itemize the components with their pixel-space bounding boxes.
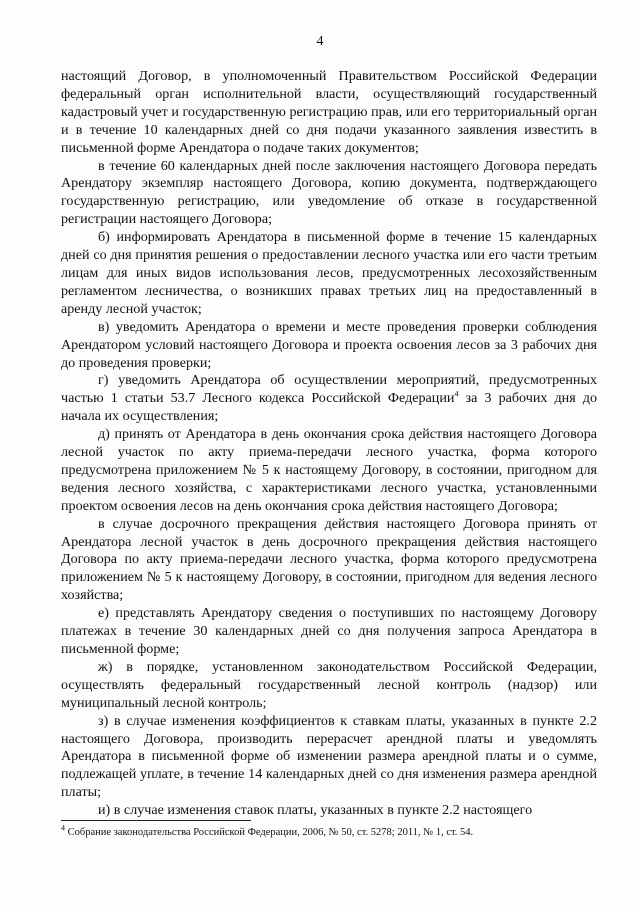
paragraph-z: з) в случае изменения коэффициентов к ставкам платы, указанных в пункте 2.2 настоящего Договора, производить перерасчет арендной платы и уведомлять Арендатора в письменной форме об изменении размера арендной платы и о сумме, подлежащей уплате, в течение 14 календарных дней со дня изменения размера арендной платы; (61, 712, 597, 801)
paragraph-g (61, 372, 597, 426)
page-number: 4 (316, 34, 324, 49)
paragraph-e: е) представлять Арендатору сведения о поступивших по настоящему Договору платежах в течение 30 календарных дней со дня получения запроса Арендатора в письменной форме; (61, 605, 597, 657)
footnote-reference: 4 (454, 389, 459, 399)
document-body (61, 68, 597, 820)
paragraph-i: и) в случае изменения ставок платы, указанных в пункте 2.2 настоящего (98, 802, 533, 819)
footnote-separator (61, 820, 251, 821)
paragraph-v: в) уведомить Арендатора о времени и месте проведения проверки соблюдения Арендатором условий настоящего Договора и проекта освоения лесов за 3 рабочих дня до проведения проверки; (61, 318, 597, 371)
footnote-text: Собрание законодательства Российской Федерации, 2006, № 50, ст. 5278; 2011, № 1, ст. 54. (67, 827, 474, 838)
paragraph-registration-copy: в течение 60 календарных дней после заключения настоящего Договора передать Арендатору экземпляр настоящего Договора, копию документа, подтверждающего государственную регистрацию, или уведомление об отказе в государственной регистрации настоящего Договора; (61, 157, 597, 228)
paragraph-zh: ж) в порядке, установленном законодательством Российской Федерации, осуществлять федеральный государственный лесной контроль (надзор) или муниципальный лесной контроль; (61, 658, 597, 711)
paragraph-early-termination: в случае досрочного прекращения действия настоящего Договора принять от Арендатора лесной участок в день досрочного прекращения действия настоящего Договора по акту приема-передачи лесного участка, форма которого предусмотрена приложением № 5 к настоящему Договору, в состоянии, пригодном для ведения лесного хозяйства; (61, 515, 597, 604)
footnote (61, 823, 597, 839)
paragraph-g-text: г) уведомить Арендатора об осуществлении мероприятий, предусмотренных частью 1 статьи 53.7 Лесного кодекса Российской Федерации (61, 372, 597, 407)
paragraph-b: б) информировать Арендатора в письменной форме в течение 15 календарных дней со дня принятия решения о предоставлении лесного участка или его части третьим лицам для иных видов использования лесов, предусмотренных лесохозяйственным регламентом лесничества, о возникших правах третьих лиц на предоставленный в аренду лесной участок; (61, 229, 597, 317)
paragraph-continuation: настоящий Договор, в уполномоченный Правительством Российской Федерации федеральный орган исполнительной власти, осуществляющий государственный кадастровый учет и государственную регистрацию прав, или его территориальный орган и в течение 10 календарных дней со дня подачи указанного заявления известить в письменной форме Арендатора о подаче таких документов; (61, 68, 597, 156)
paragraph-d: д) принять от Арендатора в день окончания срока действия настоящего Договора лесной участок по акту приема-передачи лесного участка, форма которого предусмотрена приложением № 5 к настоящему Договору, в состоянии, пригодном для ведения лесного хозяйства, с характеристиками лесного участка, установленными проектом освоения лесов на день окончания срока действия настоящего Договора; (61, 426, 597, 514)
footnote-marker: 4 (61, 823, 65, 833)
paragraph-g-text-end: за 3 рабочих дня до начала их осуществления; (61, 390, 597, 425)
